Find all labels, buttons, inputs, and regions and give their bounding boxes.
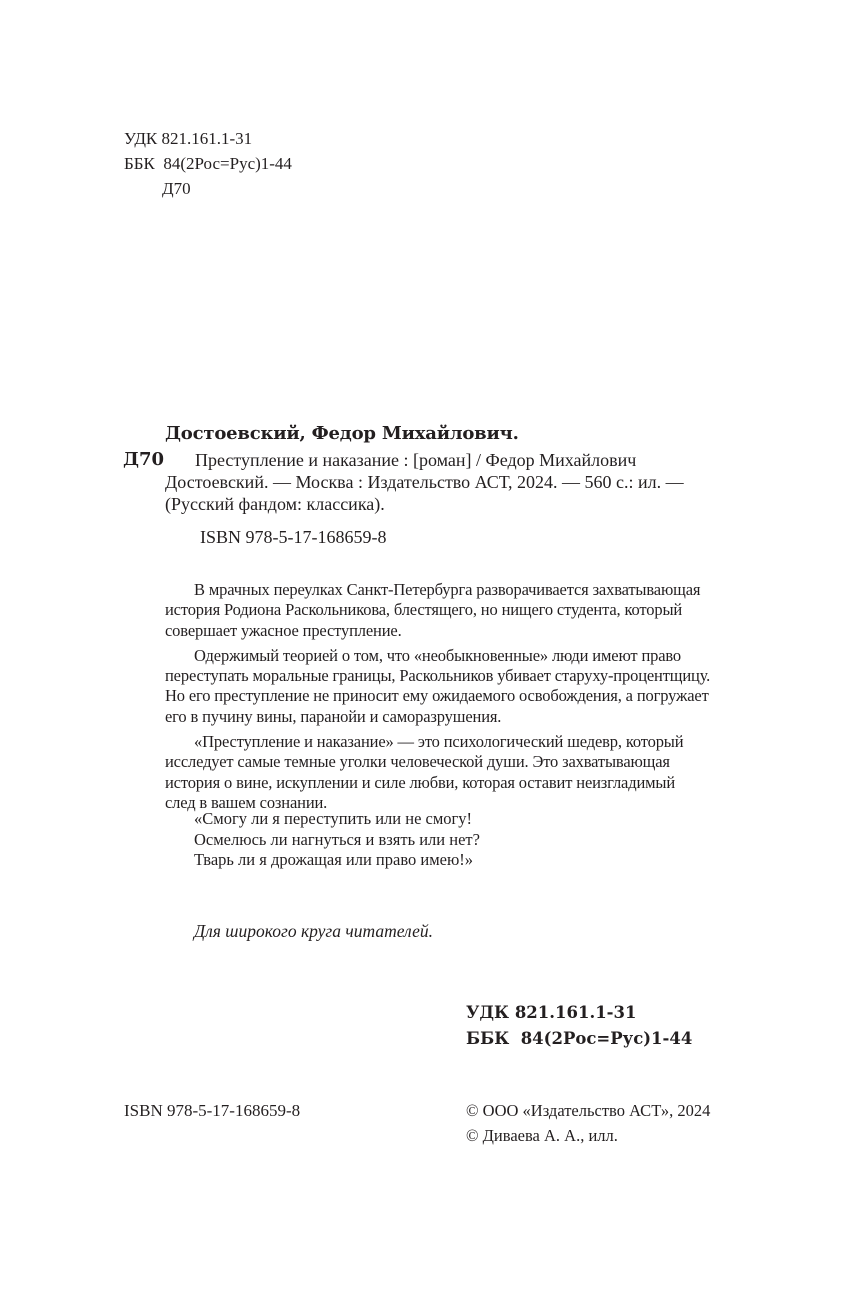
udk-code: УДК 821.161.1-31 (466, 1003, 637, 1022)
biblio-line: Достоевский. — Москва : Издательство АСТ, 2024. — 560 с.: ил. — (165, 472, 684, 492)
audience-note: Для широкого круга читателей. (194, 921, 434, 941)
annotation-line: совершает ужасное преступление. (165, 620, 402, 640)
annotation-paragraph-2 (165, 646, 745, 727)
footer-isbn: ISBN 978-5-17-168659-8 (124, 1101, 301, 1120)
annotation-line: история Родиона Раскольникова, блестящего, но нищего студента, который (165, 600, 683, 620)
quote-line: Осмелюсь ли нагнуться и взять или нет? (194, 829, 480, 849)
annotation-paragraph-3 (165, 732, 745, 813)
annotation (165, 580, 745, 818)
annotation-line: след в вашем сознании. (165, 792, 328, 812)
cutter-code: Д70 (162, 179, 191, 198)
bottom-classification-codes (466, 1000, 692, 1052)
quote-line: Тварь ли я дрожащая или право имею!» (194, 850, 474, 869)
cutter-mark: Д70 (123, 449, 165, 470)
bbk-code: ББК 84(2Рос=Рус)1-44 (124, 154, 292, 173)
annotation-line: исследует самые темные уголки человеческой души. Это захватывающая (165, 752, 670, 772)
copyright-publisher: © ООО «Издательство АСТ», 2024 (466, 1101, 711, 1120)
copyright-block (466, 1098, 710, 1148)
entry-isbn: ISBN 978-5-17-168659-8 (200, 527, 387, 547)
bbk-code: ББК 84(2Рос=Рус)1-44 (466, 1029, 693, 1048)
copyright-illustrator: © Диваева А. А., илл. (466, 1126, 618, 1145)
annotation-paragraph-1 (165, 580, 745, 641)
annotation-line: история о вине, искуплении и силе любви, которая оставит неизгладимый (165, 772, 676, 792)
quote-line: «Смогу ли я переступить или не смогу! (194, 809, 473, 828)
annotation-line: переступать моральные границы, Раскольников убивает старуху-процентщицу. (165, 666, 711, 686)
biblio-line: Преступление и наказание : [роман] / Федор Михайлович (195, 450, 637, 470)
top-classification-codes (124, 126, 292, 201)
annotation-line: его в пучину вины, паранойи и саморазрушения. (165, 706, 502, 726)
biblio-line: (Русский фандом: классика). (165, 494, 385, 514)
annotation-line: Одержимый теорией о том, что «необыкновенные» люди имеют право (194, 645, 682, 665)
annotation-line: Но его преступление не приносит ему ожидаемого освобождения, а погружает (165, 686, 709, 706)
epigraph-quote (194, 809, 480, 871)
bibliographic-description (165, 449, 725, 515)
author-heading: Достоевский, Федор Михайлович. (165, 423, 519, 444)
udk-code: УДК 821.161.1-31 (124, 129, 253, 148)
annotation-line: «Преступление и наказание» — это психологический шедевр, который (194, 732, 684, 752)
annotation-line: В мрачных переулках Санкт-Петербурга разворачивается захватывающая (194, 580, 701, 599)
